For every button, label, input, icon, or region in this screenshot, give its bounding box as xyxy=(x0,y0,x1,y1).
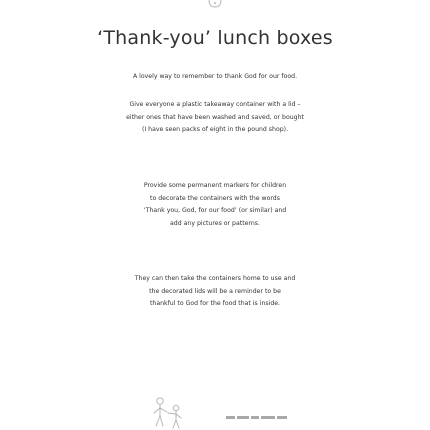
paragraph-line: to decorate the containers with the words xyxy=(150,194,280,202)
paragraph-line: (I have seen packs of eight in the pound shop). xyxy=(141,126,289,133)
page-title: ‘Thank-you’ lunch boxes xyxy=(97,27,333,49)
paragraph-2 xyxy=(0,180,430,230)
subtitle: A lovely way to remember to thank God for our food. xyxy=(132,73,298,80)
paragraph-line: add any pictures or patterns. xyxy=(170,219,260,227)
paragraph-line: either ones that have been washed and saved, or bought xyxy=(126,113,304,121)
stick-figures-icon xyxy=(150,393,186,430)
decorative-mark-icon xyxy=(205,0,225,10)
paragraph-line: They can then take the containers home to use and xyxy=(134,275,296,282)
paragraph-line: thankful to God for the food that is inside. xyxy=(149,300,281,307)
faint-footer-marks xyxy=(226,413,288,423)
paragraph-line: the decorated lids will be a reminder to be xyxy=(149,287,281,295)
paragraph-line: Give everyone a plastic takeaway container with a lid – xyxy=(129,101,301,108)
paragraph-line: ‘Thank you, God, for our food’ (or similar) and xyxy=(143,207,287,214)
paragraph-line: Provide some permanent markers for children xyxy=(143,182,287,189)
paragraph-1 xyxy=(0,99,430,137)
paragraph-3 xyxy=(0,273,430,311)
